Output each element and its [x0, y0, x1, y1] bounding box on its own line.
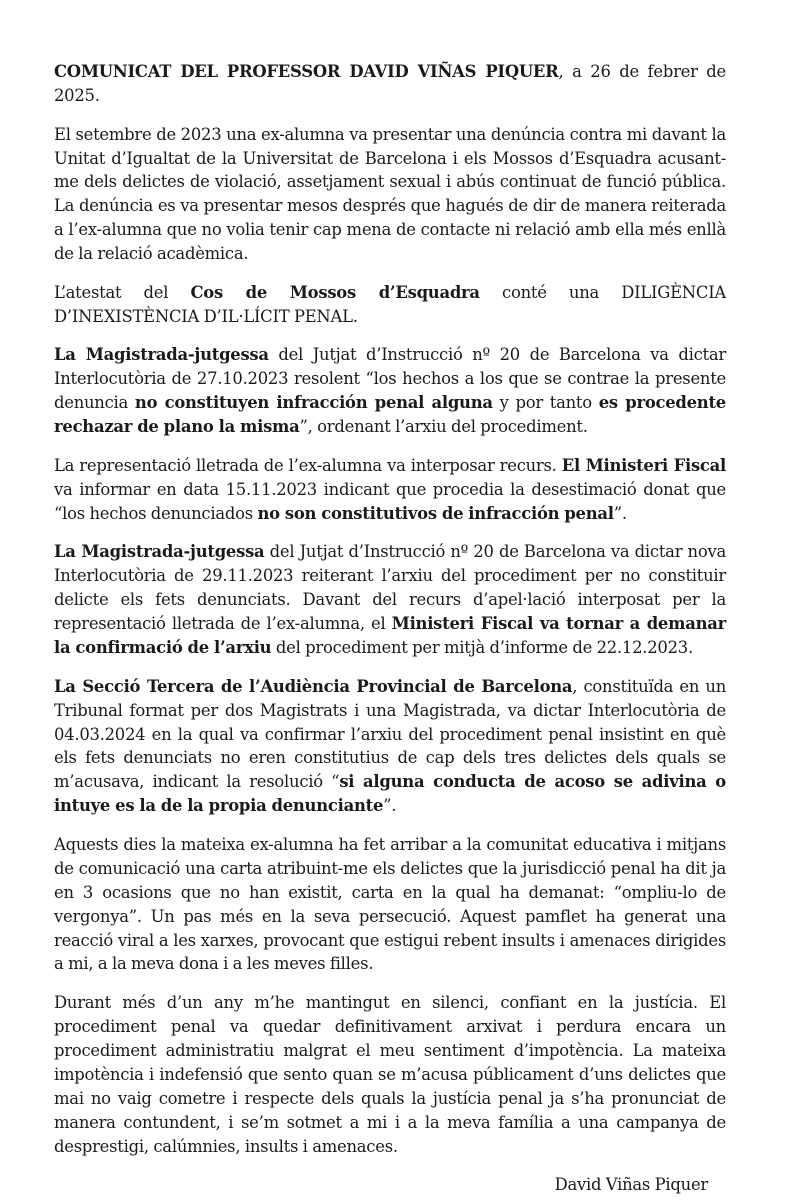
statement-document	[54, 60, 726, 1197]
statement-date: , a 26 de febrer de 2025.	[54, 62, 726, 105]
paragraph-second-ruling: La Magistrada-jutgessa del Jutjat d’Instrucció nº 20 de Barcelona va dictar nova Interlocutòria de 29.11.2023 reiterant l’arxiu del procediment per no constituir delicte els fets denunciats. Davant del recurs d’apel·lació interposat per la representació lletrada de l’ex-alumna, el Ministeri Fiscal va tornar a demanar la confirmació de l’arxiu del procediment per mitjà d’informe de 22.12.2023.	[54, 542, 726, 658]
paragraph-letter: Aquests dies la mateixa ex-alumna ha fet arribar a la comunitat educativa i mitjans de comunicació una carta atribuint-me els delictes que la jurisdicció penal ha dit ja en 3 ocasions que no han existit, carta en la qual ha demanat: “ompliu-lo de vergonya”. Un pas més en la seva persecució. Aquest pamflet ha generat una reacció viral a les xarxes, provocant que estigui rebent insults i amenaces dirigides a mi, a la meva dona i a les meves filles.	[54, 834, 726, 974]
paragraph-mossos-report: L’atestat del Cos de Mossos d’Esquadra conté una DILIGÈNCIA D’INEXISTÈNCIA D’IL·LÍCIT PENAL.	[54, 282, 727, 326]
signature: David Viñas Piquer	[554, 1175, 708, 1195]
paragraph-complaint: El setembre de 2023 una ex-alumna va presentar una denúncia contra mi davant la Unitat d’Igualtat de la Universitat de Barcelona i els Mossos d’Esquadra acusant-me dels delictes de violació, assetjament sexual i abús continuat de funció pública. La denúncia es va presentar mesos després que hagués de dir de manera reiterada a l’ex-alumna que no volia tenir cap mena de contacte ni relació amb ella més enllà de la relació acadèmica.	[54, 124, 726, 264]
paragraph-provincial-court: La Secció Tercera de l’Audiència Provincial de Barcelona, constituïda en un Tribunal format per dos Magistrats i una Magistrada, va dictar Interlocutòria de 04.03.2024 en la qual va confirmar l’arxiu del procediment penal insistint en què els fets denunciats no eren constitutius de cap dels tres delictes dels quals se m’acusava, indicant la resolució “si alguna conducta de acoso se adivina o intuye es la de la propia denunciante”.	[54, 676, 726, 816]
paragraph-silence: Durant més d’un any m’he mantingut en silenci, confiant en la justícia. El procediment penal va quedar definitivament arxivat i perdura encara un procediment administratiu malgrat el meu sentiment d’impotència. La mateixa impotència i indefensió que sento quan se m’acusa públicament d’uns delictes que mai no vaig cometre i respecte dels quals la justícia penal ja s’ha pronunciat de manera contundent, i se’m sotmet a mi i a la meva família a una campanya de desprestigi, calúmnies, insults i amenaces.	[54, 993, 726, 1156]
statement-header	[54, 60, 726, 108]
statement-title: COMUNICAT DEL PROFESSOR DAVID VIÑAS PIQUER	[54, 62, 559, 81]
paragraph-first-ruling: La Magistrada-jutgessa del Jutjat d’Instrucció nº 20 de Barcelona va dictar Interlocutòria de 27.10.2023 resolent “los hechos a los que se contrae la presente denuncia no constituyen infracción penal alguna y por tanto es procedente rechazar de plano la misma”, ordenant l’arxiu del procediment.	[54, 345, 726, 437]
paragraph-appeal: La representació lletrada de l’ex-alumna va interposar recurs. El Ministeri Fiscal va informar en data 15.11.2023 indicant que procedia la desestimació donat que “los hechos denunciados no son constitutivos de infracción penal”.	[54, 455, 726, 523]
